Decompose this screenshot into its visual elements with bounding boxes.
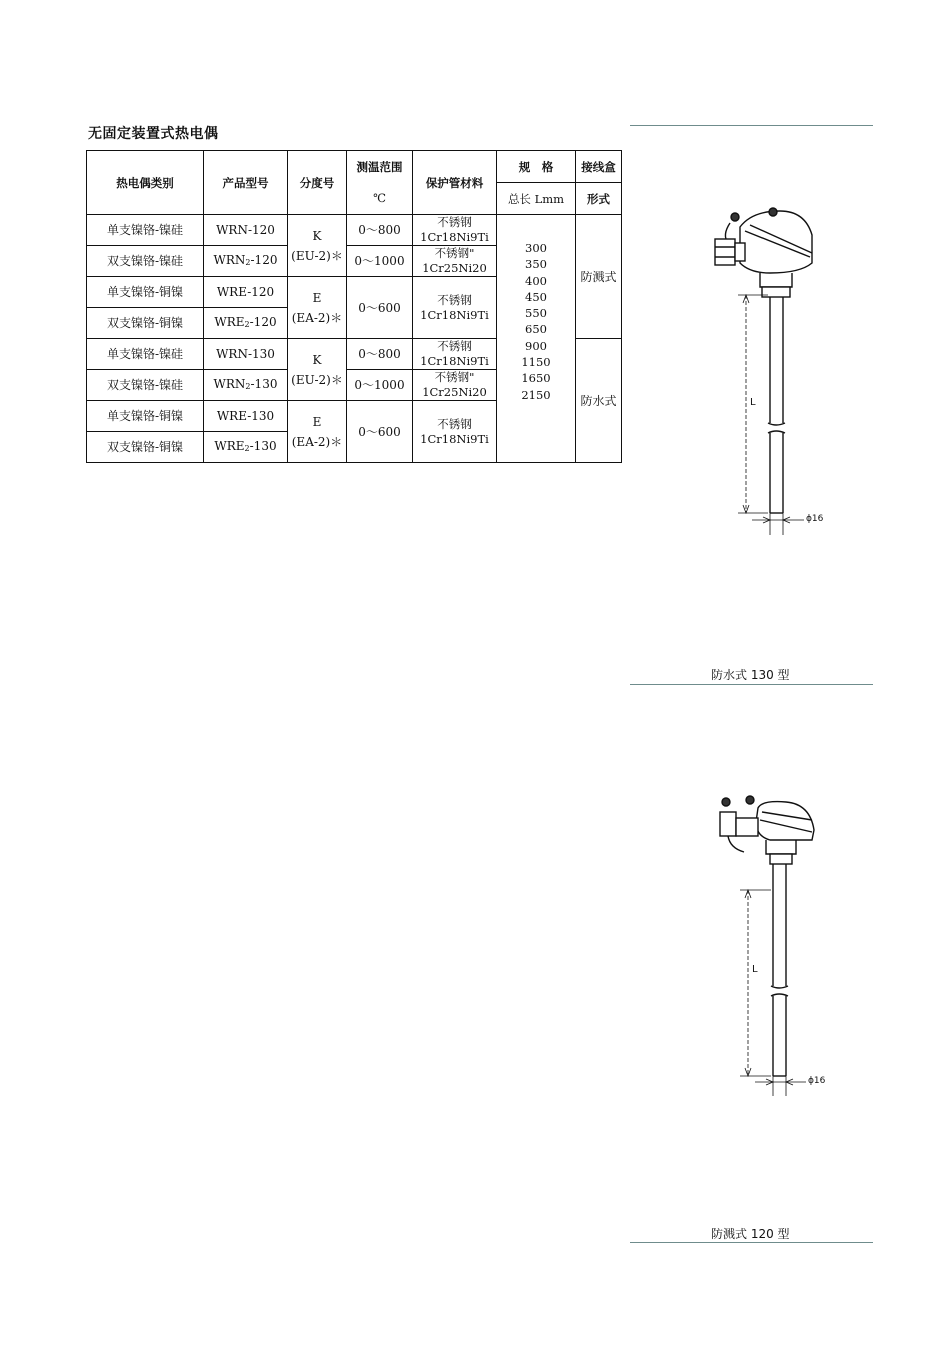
figure-2-rule: [630, 1242, 873, 1243]
figure-splashproof-120: [700, 790, 860, 1110]
header-spec-sub: 总长 Lmm: [497, 183, 576, 215]
graduation-2: E (EA-2)＊: [288, 277, 347, 339]
row-5-category: 单支镍铬-镍硅: [87, 339, 204, 370]
row-1-category: 单支镍铬-镍硅: [87, 215, 204, 246]
row-3-category: 单支镍铬-铜镍: [87, 277, 204, 308]
header-model: 产品型号: [204, 151, 288, 215]
box-type-1: 防溅式: [576, 215, 622, 339]
length-list: 300 350 400 450 550 650 900 1150 1650 2150: [497, 215, 576, 463]
row-2-model: WRN2-120: [204, 246, 288, 277]
header-box: 接线盒: [576, 151, 622, 183]
graduation-3: K (EU-2)＊: [288, 339, 347, 401]
figure-2-caption: 防溅式 120 型: [711, 1227, 790, 1241]
row-7-range: 0～600: [347, 401, 413, 463]
row-6-model: WRN2-130: [204, 370, 288, 401]
figure-waterproof-130: [700, 195, 860, 545]
figure-1-caption: 防水式 130 型: [711, 668, 790, 682]
figure-2-length-label: L: [752, 964, 758, 975]
row-5-range: 0～800: [347, 339, 413, 370]
row-8-model: WRE2-130: [204, 432, 288, 463]
row-1-model: WRN-120: [204, 215, 288, 246]
top-rule: [630, 125, 873, 126]
row-3-model: WRE-120: [204, 277, 288, 308]
header-material: 保护管材料: [413, 151, 497, 215]
figure-1-diameter-label: ϕ16: [806, 514, 824, 524]
header-category: 热电偶类别: [87, 151, 204, 215]
figure-1-length-label: L: [750, 397, 756, 408]
row-2-material: 不锈钢" 1Cr25Ni20: [413, 246, 497, 277]
row-6-category: 双支镍铬-镍硅: [87, 370, 204, 401]
row-3-material: 不锈钢 1Cr18Ni9Ti: [413, 277, 497, 339]
row-6-range: 0～1000: [347, 370, 413, 401]
graduation-1: K (EU-2)＊: [288, 215, 347, 277]
spec-table: [86, 150, 622, 463]
row-5-model: WRN-130: [204, 339, 288, 370]
figure-2-diameter-label: ϕ16: [808, 1076, 826, 1086]
header-box-sub: 形式: [576, 183, 622, 215]
header-range-unit: ℃: [347, 183, 413, 215]
box-type-2: 防水式: [576, 339, 622, 463]
row-2-category: 双支镍铬-镍硅: [87, 246, 204, 277]
header-range: 测温范围: [347, 151, 413, 183]
row-2-range: 0～1000: [347, 246, 413, 277]
page-title: 无固定装置式热电偶: [88, 126, 219, 142]
row-7-category: 单支镍铬-铜镍: [87, 401, 204, 432]
graduation-4: E (EA-2)＊: [288, 401, 347, 463]
row-8-category: 双支镍铬-铜镍: [87, 432, 204, 463]
figure-1-rule: [630, 684, 873, 685]
header-spec: 规 格: [497, 151, 576, 183]
header-graduation: 分度号: [288, 151, 347, 215]
row-1-range: 0～800: [347, 215, 413, 246]
row-4-model: WRE2-120: [204, 308, 288, 339]
row-7-model: WRE-130: [204, 401, 288, 432]
row-7-material: 不锈钢 1Cr18Ni9Ti: [413, 401, 497, 463]
row-4-category: 双支镍铬-铜镍: [87, 308, 204, 339]
row-1-material: 不锈钢 1Cr18Ni9Ti: [413, 215, 497, 246]
row-6-material: 不锈钢" 1Cr25Ni20: [413, 370, 497, 401]
row-5-material: 不锈钢 1Cr18Ni9Ti: [413, 339, 497, 370]
row-3-range: 0～600: [347, 277, 413, 339]
